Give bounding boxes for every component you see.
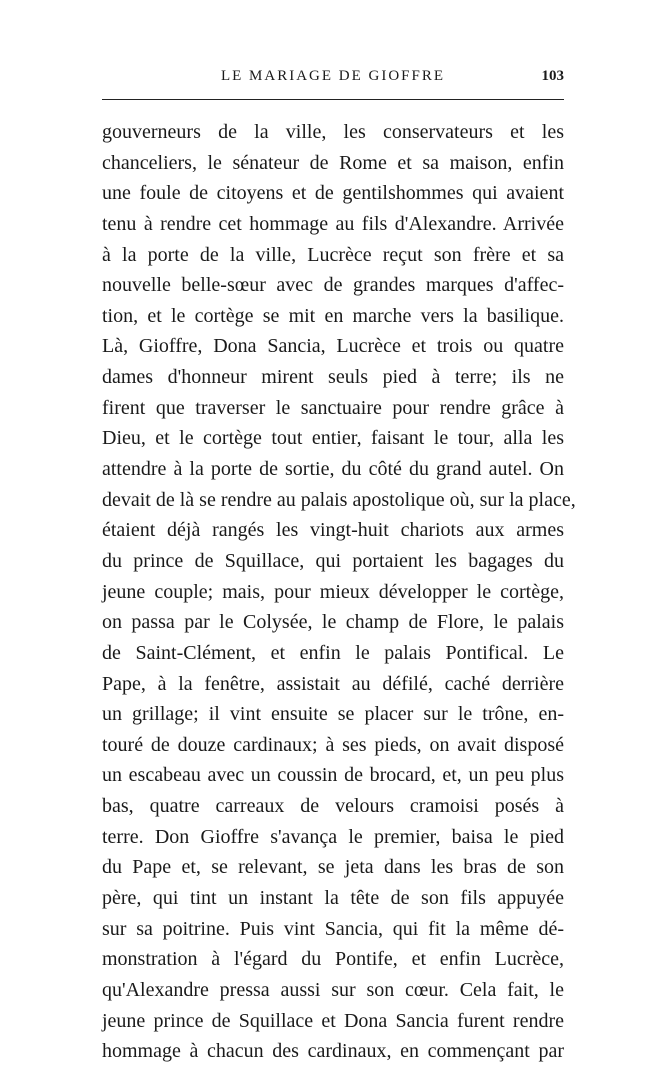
text-line: Pape, à la fenêtre, assistait au défilé, caché derrière: [102, 672, 564, 695]
text-line: gouverneurs de la ville, les conservateurs et les: [102, 121, 564, 143]
text-line: bas, quatre carreaux de velours cramoisi posés à: [102, 795, 564, 818]
text-line: un grillage; il vint ensuite se placer sur le trône, en-: [102, 703, 564, 726]
text-line: de Saint-Clément, et enfin le palais Pontifical. Le: [102, 641, 564, 664]
chapter-title: LE MARIAGE DE GIOFFRE: [220, 68, 446, 84]
text-line: jeune couple; mais, pour mieux développer le cortège,: [102, 580, 564, 603]
text-line: à la porte de la ville, Lucrèce reçut son frère et sa: [102, 243, 564, 266]
text-line: jeune prince de Squillace et Dona Sancia furent rendre: [102, 1009, 564, 1032]
text-line: dames d'honneur mirent seuls pied à terre; ils ne: [102, 366, 564, 389]
text-line: un escabeau avec un coussin de brocard, et, un peu plus: [102, 764, 564, 787]
text-line: chanceliers, le sénateur de Rome et sa maison, enfin: [102, 151, 564, 174]
text-line: une foule de citoyens et de gentilshommes qui avaient: [102, 182, 564, 205]
text-line: monstration à l'égard du Pontife, et enfin Lucrèce,: [102, 948, 564, 971]
text-line: qu'Alexandre pressa aussi sur son cœur. Cela fait, le: [102, 978, 564, 1001]
text-line: Là, Gioffre, Dona Sancia, Lucrèce et trois ou quatre: [102, 335, 564, 358]
text-line: on passa par le Colysée, le champ de Flore, le palais: [102, 611, 564, 634]
text-line: père, qui tint un instant la tête de son fils appuyée: [102, 887, 564, 910]
text-line: étaient déjà rangés les vingt-huit chariots aux armes: [102, 519, 564, 542]
text-line: du prince de Squillace, qui portaient les bagages du: [102, 549, 564, 572]
text-line: firent que traverser le sanctuaire pour rendre grâce à: [102, 396, 564, 419]
text-line: sur sa poitrine. Puis vint Sancia, qui fit la même dé-: [102, 917, 564, 940]
text-line: Dieu, et le cortège tout entier, faisant le tour, alla les: [102, 427, 564, 450]
text-line: attendre à la porte de sortie, du côté du grand autel. On: [102, 458, 564, 481]
header-rule: [102, 99, 564, 100]
text-line: du Pape et, se relevant, se jeta dans les bras de son: [102, 856, 564, 879]
text-line: hommage à chacun des cardinaux, en commençant par: [102, 1040, 564, 1063]
text-line: touré de douze cardinaux; à ses pieds, on avait disposé: [102, 733, 564, 756]
text-line: tion, et le cortège se mit en marche vers la basilique.: [102, 304, 564, 327]
body-text: [102, 117, 576, 1067]
text-line: nouvelle belle-sœur avec de grandes marques d'affec-: [102, 274, 564, 297]
text-line: devait de là se rendre au palais apostolique où, sur la place,: [102, 488, 576, 511]
page-number: 103: [541, 68, 564, 84]
text-line: terre. Don Gioffre s'avança le premier, baisa le pied: [102, 825, 564, 848]
running-head: [102, 66, 564, 90]
text-line: tenu à rendre cet hommage au fils d'Alexandre. Arrivée: [102, 212, 564, 235]
